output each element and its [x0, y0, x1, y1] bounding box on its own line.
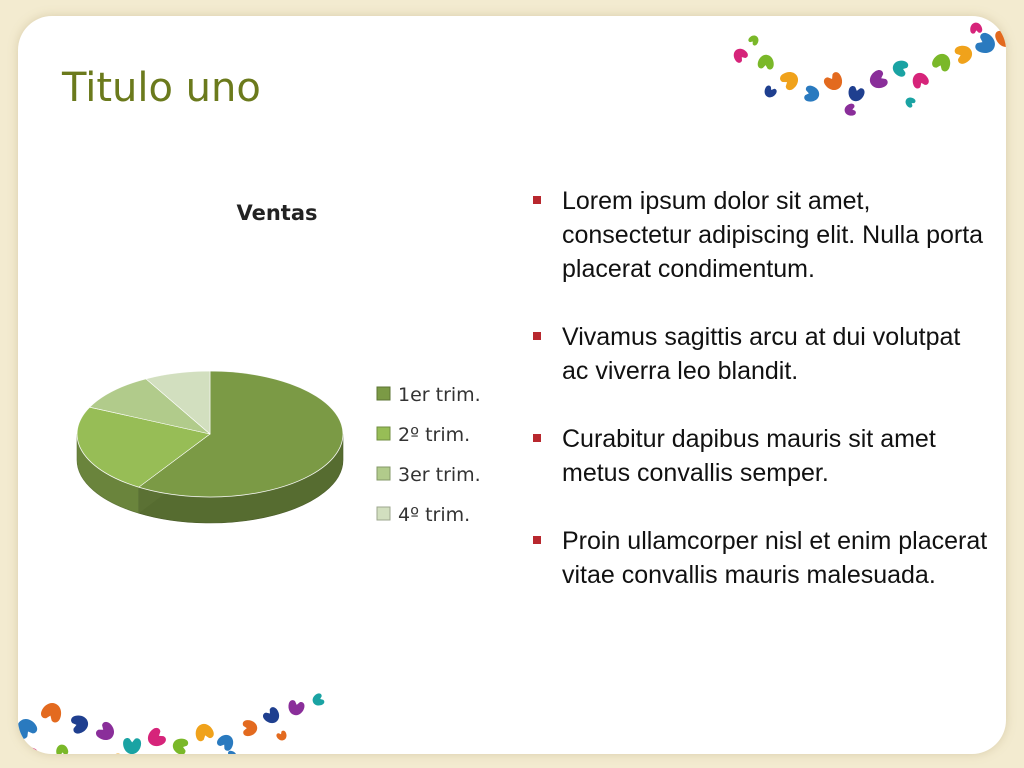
petal-icon: [171, 736, 189, 754]
petal-icon: [123, 738, 142, 754]
petal-icon: [931, 51, 954, 73]
legend-swatch: [377, 387, 390, 400]
petal-icon: [311, 692, 326, 707]
petal-icon: [261, 705, 282, 726]
petal-icon: [903, 95, 916, 108]
petal-icon: [215, 732, 236, 753]
slide-title: Titulo uno: [62, 65, 261, 111]
petal-icon: [111, 751, 124, 754]
petal-icon: [757, 54, 775, 70]
petal-icon: [94, 720, 118, 744]
petal-icon: [994, 27, 1006, 50]
bullet-text: Proin ullamcorper nisl et enim placerat vitae convallis mauris malesuada.: [562, 527, 988, 589]
bullet-item: [530, 184, 990, 286]
petal-icon: [762, 84, 778, 99]
petal-icon: [954, 43, 975, 65]
legend-label: 3er trim.: [398, 464, 481, 486]
chart-title: Ventas: [236, 201, 318, 225]
petal-icon: [243, 720, 258, 737]
bullet-item: [530, 524, 990, 592]
bullet-square-icon: [533, 434, 541, 442]
petal-icon: [846, 85, 865, 103]
pie-plot: [77, 371, 343, 523]
bullet-item: [530, 320, 990, 388]
petal-icon: [867, 68, 890, 91]
bullet-text: Curabitur dapibus mauris sit amet metus convallis semper.: [562, 425, 936, 487]
petal-icon: [731, 46, 750, 65]
petal-icon: [39, 700, 64, 724]
bullet-square-icon: [533, 196, 541, 204]
petal-icon: [18, 715, 39, 740]
petal-icon: [843, 103, 856, 117]
petal-icon: [747, 33, 760, 46]
bullet-text: Vivamus sagittis arcu at dui volutpat ac viverra leo blandit.: [562, 323, 961, 385]
bottom-left-petal-garland: [18, 676, 330, 754]
bullet-item: [530, 422, 990, 490]
legend-label: 1er trim.: [398, 384, 481, 406]
bullet-square-icon: [533, 536, 541, 544]
bullet-square-icon: [533, 332, 541, 340]
petal-icon: [287, 699, 306, 716]
top-right-petal-garland: [710, 16, 1006, 120]
bullet-list: [530, 184, 990, 626]
petal-icon: [891, 58, 910, 78]
slide: [18, 16, 1006, 754]
petal-icon: [55, 744, 68, 754]
petal-icon: [227, 750, 237, 754]
legend-swatch: [377, 427, 390, 440]
pie-chart: [18, 16, 518, 576]
legend-swatch: [377, 467, 390, 480]
petal-icon: [276, 730, 289, 743]
petal-icon: [974, 31, 999, 57]
legend-label: 4º trim.: [398, 504, 471, 526]
petal-icon: [144, 726, 167, 750]
bullet-text: Lorem ipsum dolor sit amet, consectetur adipiscing elit. Nulla porta placerat condimentum.: [562, 187, 984, 283]
petal-icon: [193, 721, 215, 742]
petal-icon: [804, 85, 821, 103]
legend-label: 2º trim.: [398, 424, 471, 446]
petal-icon: [778, 68, 802, 92]
petal-icon: [969, 22, 982, 34]
chart-legend: [377, 384, 481, 526]
petal-icon: [21, 745, 39, 754]
petal-icon: [910, 70, 930, 89]
petal-icon: [822, 71, 846, 94]
legend-swatch: [377, 507, 390, 520]
petal-icon: [70, 713, 90, 734]
